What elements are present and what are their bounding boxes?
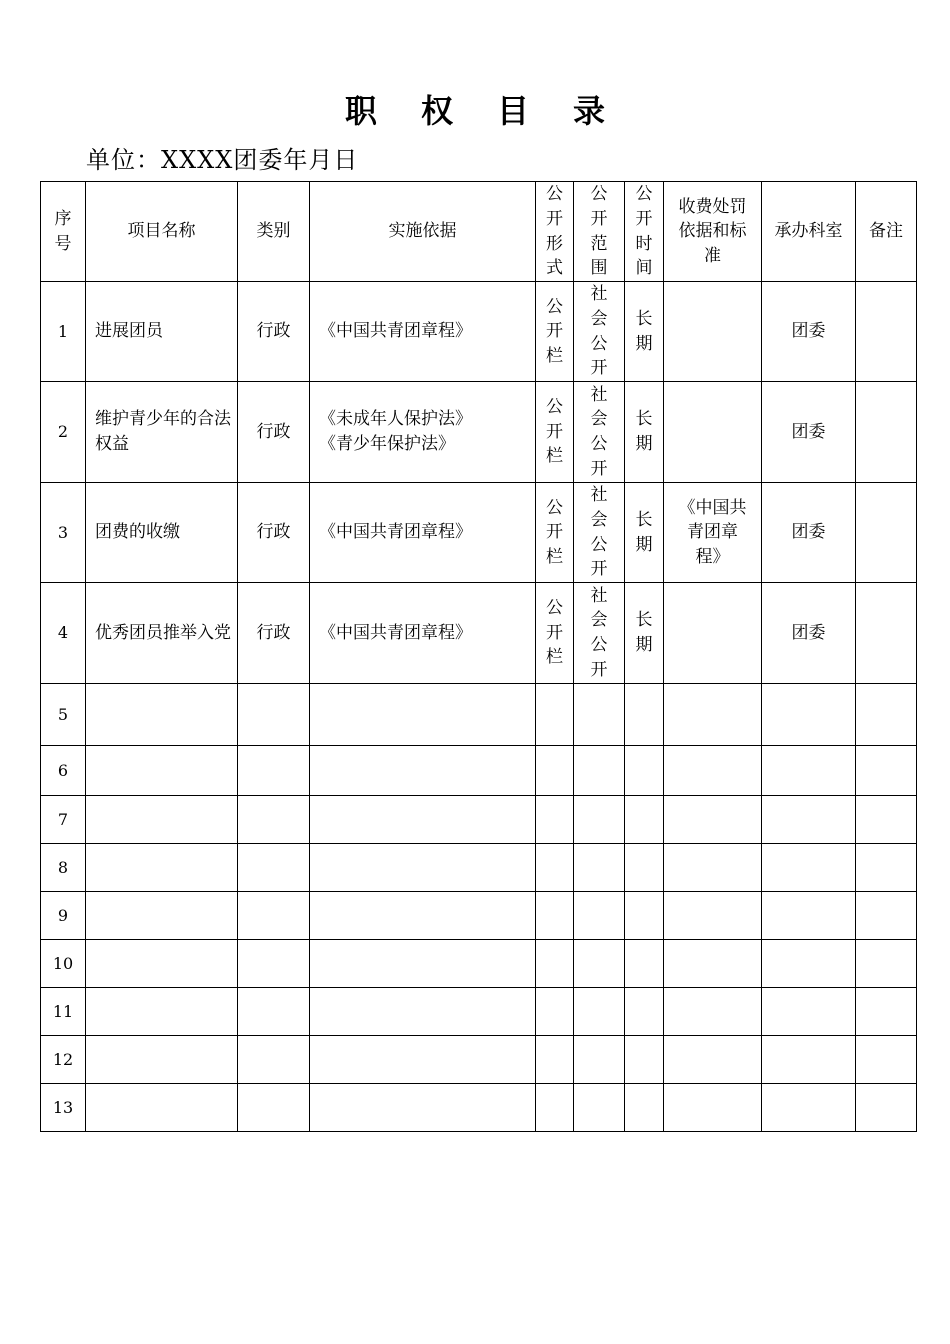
authority-catalog-table xyxy=(40,181,917,1132)
empty-cell xyxy=(238,1084,310,1132)
empty-cell xyxy=(625,988,664,1036)
item-department: 团委 xyxy=(762,483,856,583)
empty-cell xyxy=(856,940,917,988)
row-no: 8 xyxy=(41,844,86,892)
header-no: 序号 xyxy=(41,182,86,282)
empty-cell xyxy=(310,746,536,796)
unit-line: 单位：XXXX团委年月日 xyxy=(86,146,359,174)
item-public-form: 公开栏 xyxy=(536,382,574,483)
empty-cell xyxy=(86,1084,238,1132)
empty-cell xyxy=(238,1036,310,1084)
empty-cell xyxy=(625,796,664,844)
empty-cell xyxy=(86,892,238,940)
empty-cell xyxy=(536,844,574,892)
empty-cell xyxy=(536,892,574,940)
empty-cell xyxy=(238,988,310,1036)
empty-cell xyxy=(625,746,664,796)
empty-cell xyxy=(86,1036,238,1084)
empty-cell xyxy=(762,684,856,746)
header-remarks: 备注 xyxy=(856,182,917,282)
empty-cell xyxy=(625,892,664,940)
empty-cell xyxy=(762,1036,856,1084)
empty-cell xyxy=(536,684,574,746)
row-no: 13 xyxy=(41,1084,86,1132)
header-basis: 实施依据 xyxy=(310,182,536,282)
empty-cell xyxy=(762,844,856,892)
empty-cell xyxy=(310,892,536,940)
empty-cell xyxy=(310,1084,536,1132)
header-row xyxy=(41,182,917,282)
empty-cell xyxy=(664,796,762,844)
item-department: 团委 xyxy=(762,282,856,382)
row-no: 1 xyxy=(41,282,86,382)
table-row-empty xyxy=(41,988,917,1036)
empty-cell xyxy=(762,746,856,796)
empty-cell xyxy=(310,796,536,844)
item-category: 行政 xyxy=(238,282,310,382)
empty-cell xyxy=(762,988,856,1036)
item-public-form: 公开栏 xyxy=(536,282,574,382)
empty-cell xyxy=(86,796,238,844)
table-row-empty xyxy=(41,1036,917,1084)
empty-cell xyxy=(238,684,310,746)
empty-cell xyxy=(574,684,625,746)
row-no: 5 xyxy=(41,684,86,746)
item-fee-basis: 《中国共青团章程》 xyxy=(664,483,762,583)
table-row-empty xyxy=(41,746,917,796)
item-department: 团委 xyxy=(762,382,856,483)
empty-cell xyxy=(536,1036,574,1084)
empty-cell xyxy=(536,940,574,988)
empty-cell xyxy=(86,684,238,746)
table-row-empty xyxy=(41,796,917,844)
empty-cell xyxy=(664,892,762,940)
empty-cell xyxy=(86,746,238,796)
empty-cell xyxy=(536,988,574,1036)
item-remarks xyxy=(856,583,917,684)
empty-cell xyxy=(536,746,574,796)
item-public-time: 长期 xyxy=(625,483,664,583)
item-public-form: 公开栏 xyxy=(536,583,574,684)
item-name: 优秀团员推举入党 xyxy=(86,583,238,684)
empty-cell xyxy=(238,892,310,940)
item-public-scope: 社会公开 xyxy=(574,282,625,382)
empty-cell xyxy=(574,1036,625,1084)
table-row-empty xyxy=(41,844,917,892)
empty-cell xyxy=(856,746,917,796)
title-char: 权 xyxy=(420,92,453,130)
empty-cell xyxy=(310,940,536,988)
empty-cell xyxy=(762,796,856,844)
empty-cell xyxy=(86,844,238,892)
empty-cell xyxy=(536,796,574,844)
empty-cell xyxy=(536,1084,574,1132)
title-char: 录 xyxy=(573,92,606,130)
item-public-form: 公开栏 xyxy=(536,483,574,583)
item-public-time: 长期 xyxy=(625,382,664,483)
table-row-empty xyxy=(41,1084,917,1132)
item-category: 行政 xyxy=(238,483,310,583)
empty-cell xyxy=(762,940,856,988)
empty-cell xyxy=(856,844,917,892)
empty-cell xyxy=(238,796,310,844)
item-remarks xyxy=(856,382,917,483)
row-no: 4 xyxy=(41,583,86,684)
empty-cell xyxy=(574,844,625,892)
empty-cell xyxy=(574,746,625,796)
row-no: 2 xyxy=(41,382,86,483)
item-fee-basis xyxy=(664,583,762,684)
item-category: 行政 xyxy=(238,382,310,483)
row-no: 12 xyxy=(41,1036,86,1084)
item-remarks xyxy=(856,483,917,583)
table-row xyxy=(41,382,917,483)
empty-cell xyxy=(664,746,762,796)
title-char: 目 xyxy=(497,92,530,130)
empty-cell xyxy=(574,892,625,940)
empty-cell xyxy=(856,1084,917,1132)
empty-cell xyxy=(86,988,238,1036)
empty-cell xyxy=(574,940,625,988)
item-basis: 《未成年人保护法》 《青少年保护法》 xyxy=(310,382,536,483)
empty-cell xyxy=(574,1084,625,1132)
header-name: 项目名称 xyxy=(86,182,238,282)
item-basis: 《中国共青团章程》 xyxy=(310,483,536,583)
empty-cell xyxy=(856,892,917,940)
row-no: 10 xyxy=(41,940,86,988)
empty-cell xyxy=(856,684,917,746)
empty-cell xyxy=(856,796,917,844)
empty-cell xyxy=(664,684,762,746)
table-row xyxy=(41,483,917,583)
empty-cell xyxy=(856,988,917,1036)
item-department: 团委 xyxy=(762,583,856,684)
item-public-time: 长期 xyxy=(625,583,664,684)
title-char: 职 xyxy=(344,92,377,130)
header-category: 类别 xyxy=(238,182,310,282)
empty-cell xyxy=(664,1084,762,1132)
empty-cell xyxy=(310,844,536,892)
item-name: 维护青少年的合法权益 xyxy=(86,382,238,483)
empty-cell xyxy=(762,892,856,940)
empty-cell xyxy=(856,1036,917,1084)
empty-cell xyxy=(625,684,664,746)
row-no: 11 xyxy=(41,988,86,1036)
row-no: 3 xyxy=(41,483,86,583)
table-row-empty xyxy=(41,940,917,988)
empty-cell xyxy=(664,1036,762,1084)
page-title xyxy=(0,86,950,132)
empty-cell xyxy=(574,796,625,844)
empty-cell xyxy=(664,940,762,988)
header-department: 承办科室 xyxy=(762,182,856,282)
empty-cell xyxy=(238,844,310,892)
row-no: 9 xyxy=(41,892,86,940)
empty-cell xyxy=(762,1084,856,1132)
empty-cell xyxy=(310,1036,536,1084)
empty-cell xyxy=(238,940,310,988)
empty-cell xyxy=(86,940,238,988)
table-row xyxy=(41,282,917,382)
empty-cell xyxy=(238,746,310,796)
item-public-time: 长期 xyxy=(625,282,664,382)
table-row-empty xyxy=(41,892,917,940)
item-basis: 《中国共青团章程》 xyxy=(310,282,536,382)
empty-cell xyxy=(625,1036,664,1084)
item-name: 团费的收缴 xyxy=(86,483,238,583)
header-public-scope: 公开范围 xyxy=(574,182,625,282)
table-row-empty xyxy=(41,684,917,746)
empty-cell xyxy=(625,1084,664,1132)
empty-cell xyxy=(625,940,664,988)
header-public-time: 公开时间 xyxy=(625,182,664,282)
item-public-scope: 社会公开 xyxy=(574,483,625,583)
empty-cell xyxy=(574,988,625,1036)
item-fee-basis xyxy=(664,382,762,483)
empty-cell xyxy=(625,844,664,892)
empty-cell xyxy=(310,988,536,1036)
header-fee-basis: 收费处罚依据和标准 xyxy=(664,182,762,282)
item-fee-basis xyxy=(664,282,762,382)
header-public-form: 公开形式 xyxy=(536,182,574,282)
empty-cell xyxy=(664,844,762,892)
empty-cell xyxy=(664,988,762,1036)
table-row xyxy=(41,583,917,684)
empty-cell xyxy=(310,684,536,746)
item-public-scope: 社会公开 xyxy=(574,583,625,684)
item-remarks xyxy=(856,282,917,382)
item-basis: 《中国共青团章程》 xyxy=(310,583,536,684)
item-category: 行政 xyxy=(238,583,310,684)
row-no: 6 xyxy=(41,746,86,796)
item-public-scope: 社会公开 xyxy=(574,382,625,483)
item-name: 进展团员 xyxy=(86,282,238,382)
row-no: 7 xyxy=(41,796,86,844)
